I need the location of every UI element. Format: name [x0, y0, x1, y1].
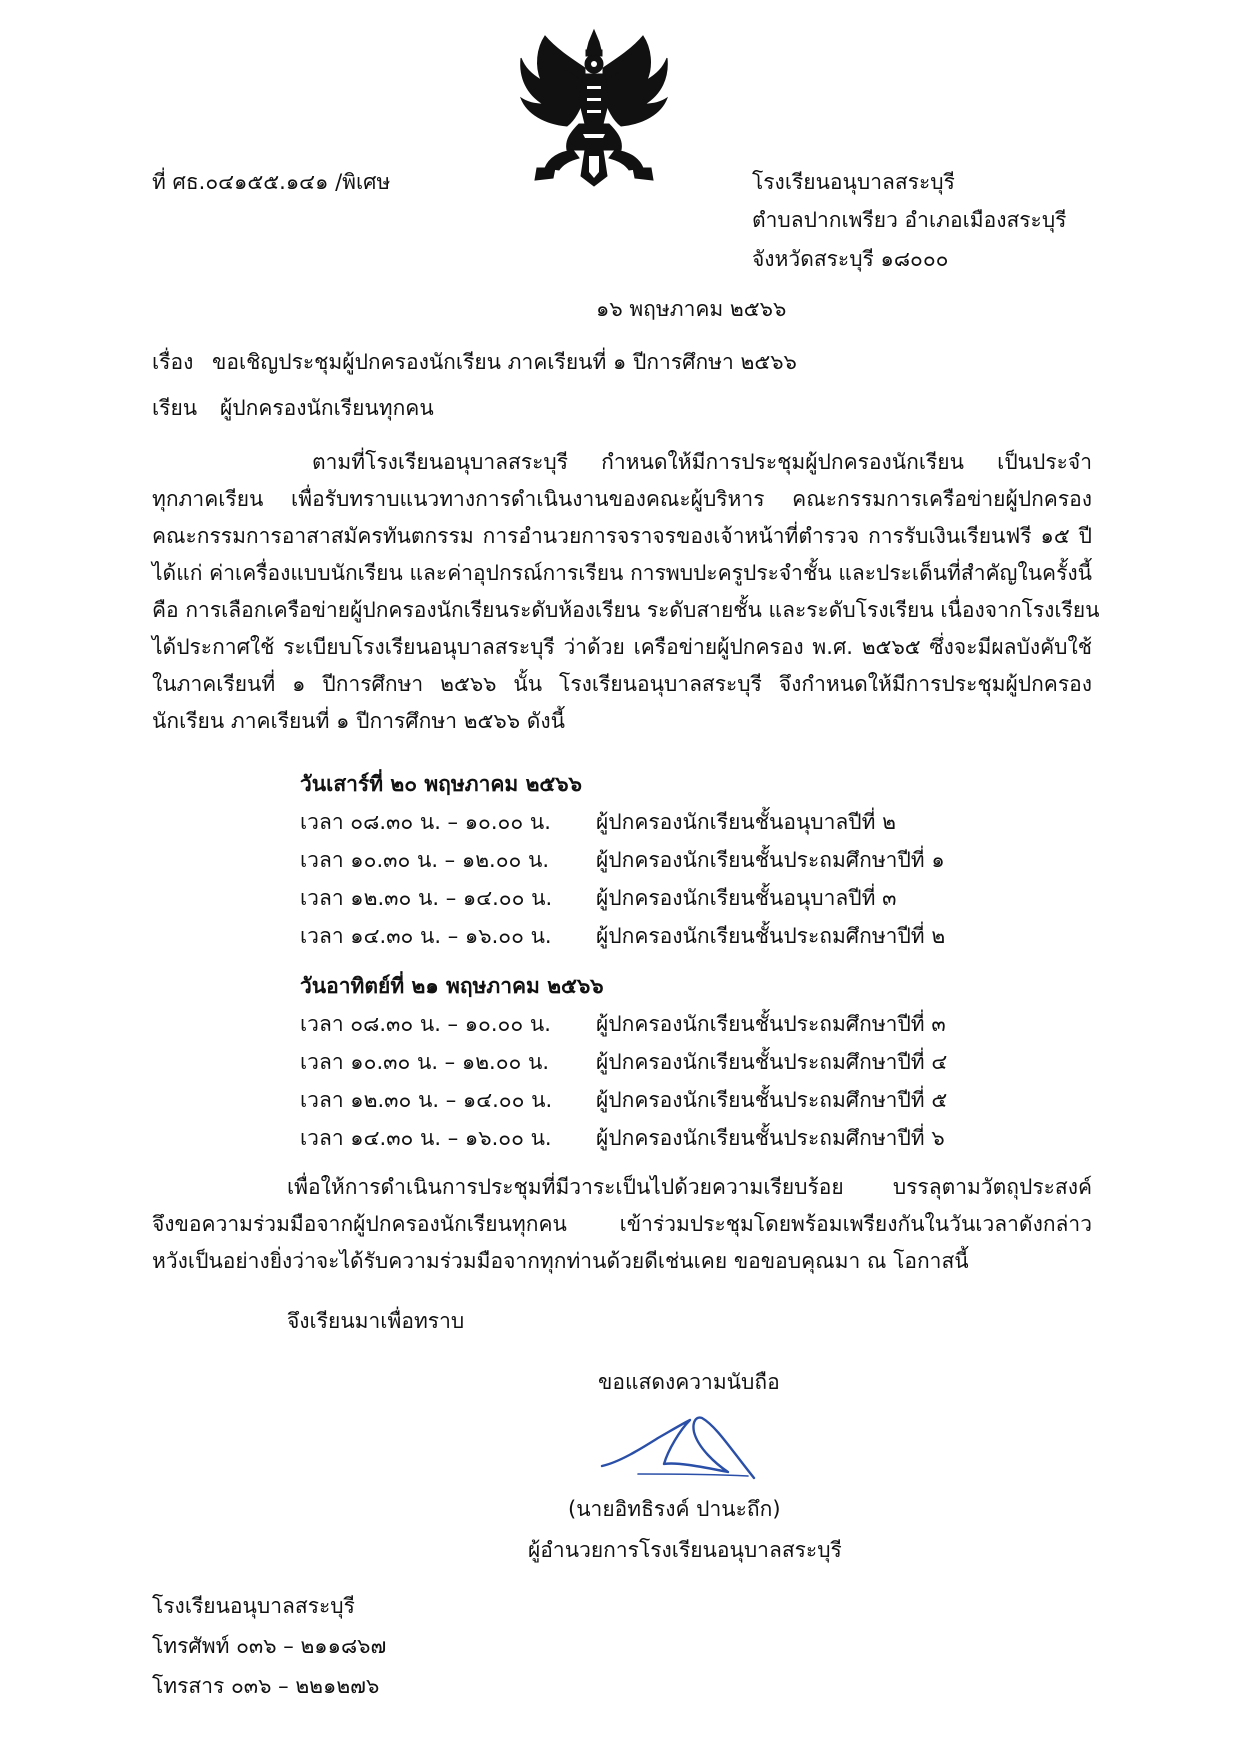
schedule-day-heading: วันอาทิตย์ที่ ๒๑ พฤษภาคม ๒๕๖๖	[300, 974, 604, 998]
schedule-day-heading: วันเสาร์ที่ ๒๐ พฤษภาคม ๒๕๖๖	[300, 772, 582, 796]
schedule-group: ผู้ปกครองนักเรียนชั้นประถมศึกษาปีที่ ๑	[596, 848, 945, 872]
paragraph-line: ได้แก่ ค่าเครื่องแบบนักเรียน และค่าอุปกรณ์การเรียน การพบปะครูประจำชั้น และประเด็นที่สำคัญในครั้งนี้	[152, 561, 1092, 585]
schedule-group: ผู้ปกครองนักเรียนชั้นประถมศึกษาปีที่ ๔	[596, 1050, 948, 1074]
subject-text: ขอเชิญประชุมผู้ปกครองนักเรียน ภาคเรียนที่ ๑ ปีการศึกษา ๒๕๖๖	[212, 350, 797, 374]
schedule-group: ผู้ปกครองนักเรียนชั้นประถมศึกษาปีที่ ๒	[596, 924, 946, 948]
paragraph-line: นักเรียน ภาคเรียนที่ ๑ ปีการศึกษา ๒๕๖๖ ดังนี้	[152, 709, 565, 733]
schedule-time: เวลา ๐๘.๓๐ น. – ๑๐.๐๐ น.	[300, 810, 551, 834]
regards-text: ขอแสดงความนับถือ	[598, 1370, 780, 1394]
schedule-time: เวลา ๑๒.๓๐ น. – ๑๔.๐๐ น.	[300, 1088, 553, 1112]
closing-statement: จึงเรียนมาเพื่อทราบ	[287, 1309, 465, 1333]
footer-fax: โทรสาร ๐๓๖ – ๒๒๑๒๗๖	[152, 1674, 380, 1698]
paragraph-line: ในภาคเรียนที่ ๑ ปีการศึกษา ๒๕๖๖ นั้น โรงเรียนอนุบาลสระบุรี จึงกำหนดให้มีการประชุมผู้ปกครอง	[152, 672, 1092, 696]
footer-phone: โทรศัพท์ ๐๓๖ – ๒๑๑๘๖๗	[152, 1634, 387, 1658]
letter-date: ๑๖ พฤษภาคม ๒๕๖๖	[596, 297, 787, 321]
schedule-time: เวลา ๑๔.๓๐ น. – ๑๖.๐๐ น.	[300, 1126, 552, 1150]
schedule-time: เวลา ๑๐.๓๐ น. – ๑๒.๐๐ น.	[300, 1050, 550, 1074]
schedule-time: เวลา ๑๔.๓๐ น. – ๑๖.๐๐ น.	[300, 924, 552, 948]
subject-label: เรื่อง	[152, 350, 194, 374]
body-paragraph-1	[152, 450, 1100, 752]
signatory-position: ผู้อำนวยการโรงเรียนอนุบาลสระบุรี	[528, 1538, 842, 1562]
paragraph-line: เพื่อให้การดำเนินการประชุมที่มีวาระเป็นไปด้วยความเรียบร้อย บรรลุตามวัตถุประสงค์	[287, 1175, 1092, 1199]
paragraph-line: หวังเป็นอย่างยิ่งว่าจะได้รับความร่วมมือจากทุกท่านด้วยดีเช่นเคย ขอขอบคุณมา ณ โอกาสนี้	[152, 1249, 969, 1273]
paragraph-line: จึงขอความร่วมมือจากผู้ปกครองนักเรียนทุกคน เข้าร่วมประชุมโดยพร้อมเพรียงกันในวันเวลาดังกล่าว	[152, 1212, 1092, 1236]
garuda-emblem-icon	[515, 28, 673, 188]
recipient-text: ผู้ปกครองนักเรียนทุกคน	[220, 396, 434, 420]
schedule-time: เวลา ๐๘.๓๐ น. – ๑๐.๐๐ น.	[300, 1012, 551, 1036]
schedule-group: ผู้ปกครองนักเรียนชั้นประถมศึกษาปีที่ ๕	[596, 1088, 948, 1112]
schedule-group: ผู้ปกครองนักเรียนชั้นอนุบาลปีที่ ๓	[596, 886, 897, 910]
signature-image	[598, 1408, 768, 1488]
schedule-group: ผู้ปกครองนักเรียนชั้นอนุบาลปีที่ ๒	[596, 810, 896, 834]
paragraph-line: ได้ประกาศใช้ ระเบียบโรงเรียนอนุบาลสระบุรี ว่าด้วย เครือข่ายผู้ปกครอง พ.ศ. ๒๕๖๕ ซึ่งจะมีผลบังคับใช้	[152, 635, 1092, 659]
address-line-2: จังหวัดสระบุรี ๑๘๐๐๐	[752, 247, 949, 271]
paragraph-line: คือ การเลือกเครือข่ายผู้ปกครองนักเรียนระดับห้องเรียน ระดับสายชั้น และระดับโรงเรียน เนื่องจากโรงเรียน	[152, 598, 1100, 622]
schedule-time: เวลา ๑๒.๓๐ น. – ๑๔.๐๐ น.	[300, 886, 553, 910]
footer-school: โรงเรียนอนุบาลสระบุรี	[152, 1594, 355, 1618]
schedule-time: เวลา ๑๐.๓๐ น. – ๑๒.๐๐ น.	[300, 848, 550, 872]
paragraph-line: คณะกรรมการอาสาสมัครทันตกรรม การอำนวยการจราจรของเจ้าหน้าที่ตำรวจ การรับเงินเรียนฟรี ๑๕ ปี	[152, 524, 1092, 548]
address-line-1: ตำบลปากเพรียว อำเภอเมืองสระบุรี	[752, 208, 1067, 232]
document-number: ที่ ศธ.๐๔๑๕๕.๑๔๑ /พิเศษ	[152, 170, 391, 194]
recipient-label: เรียน	[152, 396, 198, 420]
body-paragraph-2	[152, 1177, 1092, 1297]
schedule-group: ผู้ปกครองนักเรียนชั้นประถมศึกษาปีที่ ๓	[596, 1012, 946, 1036]
school-name: โรงเรียนอนุบาลสระบุรี	[752, 170, 955, 194]
paragraph-line: ตามที่โรงเรียนอนุบาลสระบุรี กำหนดให้มีการประชุมผู้ปกครองนักเรียน เป็นประจำ	[312, 450, 1092, 474]
schedule-group: ผู้ปกครองนักเรียนชั้นประถมศึกษาปีที่ ๖	[596, 1126, 945, 1150]
signatory-name: (นายอิทธิรงค์ ปานะถึก)	[568, 1497, 781, 1521]
paragraph-line: ทุกภาคเรียน เพื่อรับทราบแนวทางการดำเนินงานของคณะผู้บริหาร คณะกรรมการเครือข่ายผู้ปกครอง	[152, 487, 1092, 511]
